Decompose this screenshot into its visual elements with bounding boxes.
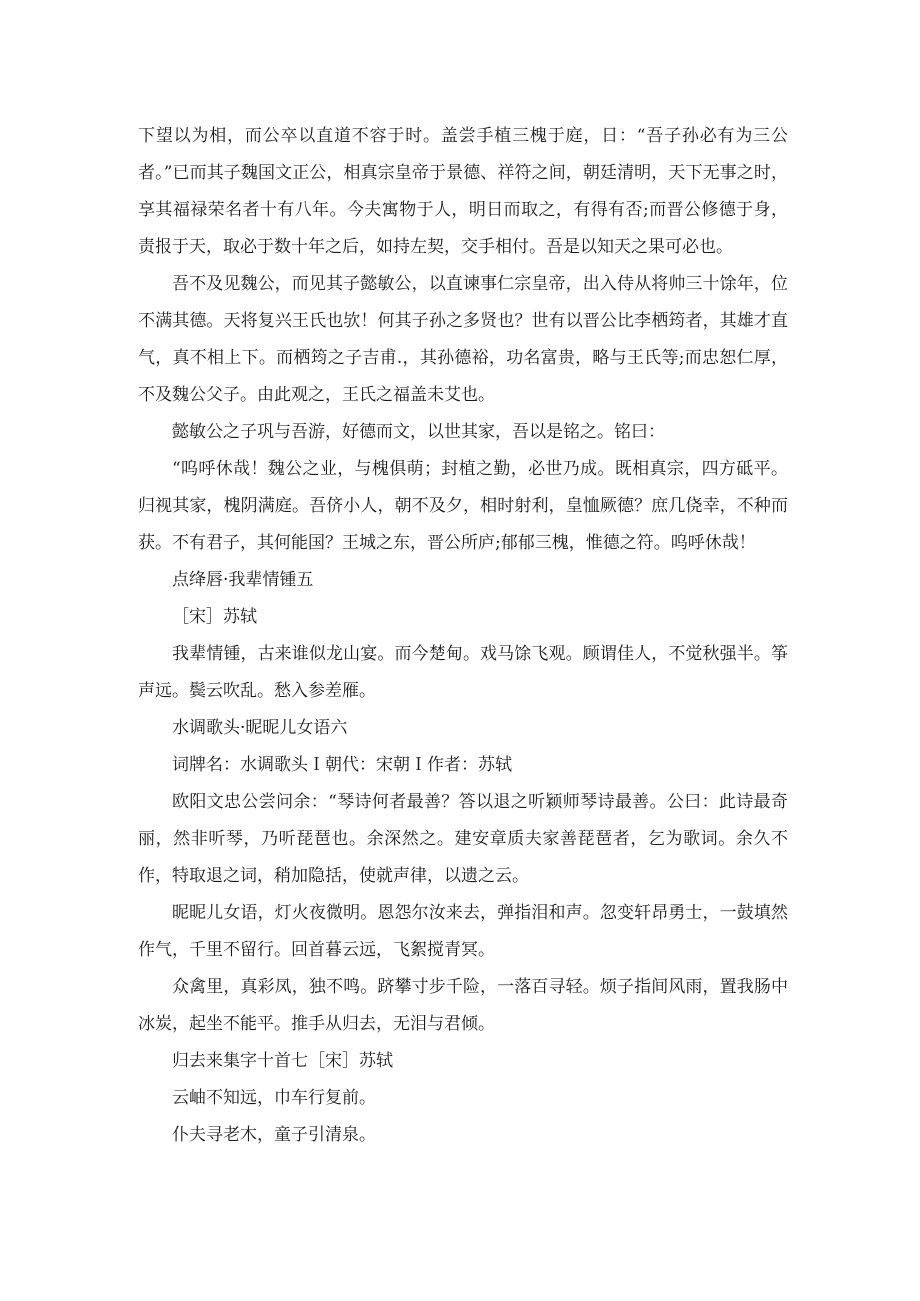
poem-title-dianjiangchun: 点绛唇·我辈情锺五 bbox=[172, 570, 314, 590]
poem-meta: 词牌名：水调歌头Ｉ朝代：宋朝Ｉ作者：苏轼 bbox=[172, 755, 512, 775]
poem-stanza-one: 昵昵儿女语，灯火夜微明。恩怨尔汝来去，弹指泪和声。忽变轩昂勇士，一鼓填然作气，千里不留行。回首暮云远，飞絮搅青冥。 bbox=[138, 903, 788, 960]
paragraph-yimin-gong: 吾不及见魏公，而见其子懿敏公，以直谏事仁宗皇帝，出入侍从将帅三十馀年，位不满其德。天将复兴王氏也欤！何其子孙之多贤也？世有以晋公比李栖筠者，其雄才直气，真不相上下。而栖筠之子吉甫.，其孙德裕，功名富贵，略与王氏等;而忠恕仁厚，不及魏公父子。由此观之，王氏之福盖未艾也。 bbox=[138, 274, 788, 405]
paragraph-three-locust-trees-intro: 下望以为相，而公卒以直道不容于时。盖尝手植三槐于庭，日：“吾子孙必有为三公者。”已而其子魏国文正公，相真宗皇帝于景德、祥符之间，朝廷清明，天下无事之时，享其福禄荣名者十有八年。今夫寓物于人，明日而取之，有得有否;而晋公修德于身，责报于天，取必于数十年之后，如持左契，交手相付。吾是以知天之果可必也。 bbox=[138, 126, 788, 257]
poem-line-two: 仆夫寻老木，童子引清泉。 bbox=[172, 1125, 376, 1145]
poem-title-guiqulai: 归去来集字十首七［宋］苏轼 bbox=[172, 1051, 393, 1071]
paragraph-inscription-intro: 懿敏公之子巩与吾游，好德而文，以世其家，吾以是铭之。铭曰： bbox=[172, 422, 665, 442]
paragraph-inscription: “呜呼休哉！魏公之业，与槐俱萌；封植之勤，必世乃成。既相真宗，四方砥平。归视其家，槐阴满庭。吾侪小人，朝不及夕，相时射利，皇恤厥德？庶几侥幸，不种而获。不有君子，其何能国？王城之东，晋公所庐;郁郁三槐，惟德之符。呜呼休哉！ bbox=[138, 459, 788, 553]
poem-body-dianjiangchun: 我辈情锺，古来谁似龙山宴。而今楚甸。戏马馀飞观。顾谓佳人，不觉秋强半。筝声远。鬓云吹乱。愁入参差雁。 bbox=[138, 644, 788, 701]
poem-line-one: 云岫不知远，巾车行复前。 bbox=[172, 1088, 376, 1108]
poem-stanza-two: 众禽里，真彩凤，独不鸣。跻攀寸步千险，一落百寻轻。烦子指间风雨，置我肠中冰炭，起坐不能平。推手从归去，无泪与君倾。 bbox=[138, 977, 788, 1034]
poem-author: ［宋］苏轼 bbox=[172, 607, 257, 627]
document-page bbox=[138, 118, 788, 1154]
poem-preface: 欧阳文忠公尝问余：“琴诗何者最善？答以退之听颖师琴诗最善。公曰：此诗最奇丽，然非听琴，乃听琵琶也。余深然之。建安章质夫家善琵琶者，乞为歌词。余久不作，特取退之词，稍加隐括，使就声律，以遗之云。 bbox=[138, 792, 788, 886]
poem-title-shuidiaogetou: 水调歌头·昵昵儿女语六 bbox=[172, 718, 348, 738]
